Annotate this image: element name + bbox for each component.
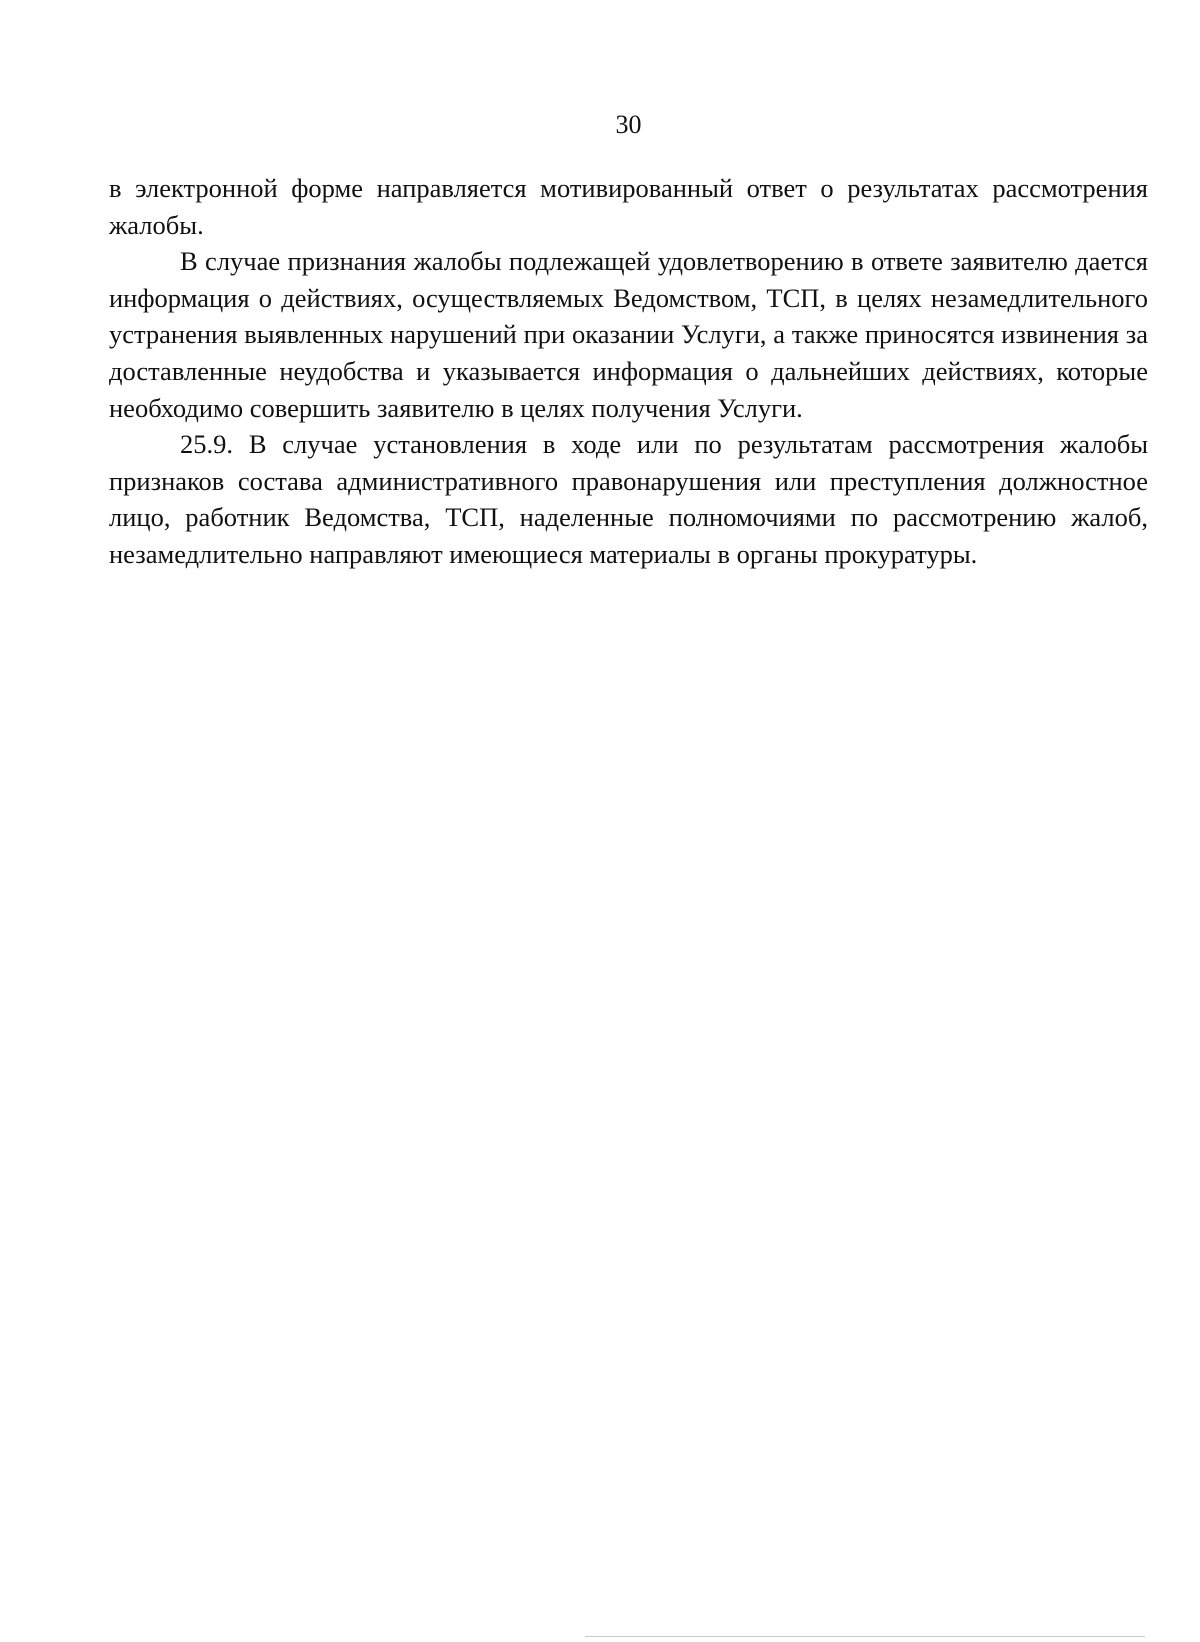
- page-number: 30: [615, 110, 642, 139]
- paragraph-complaint-satisfied: В случае признания жалобы подлежащей удовлетворению в ответе заявителю дается информация о действиях, осуществляемых Ведомством, ТСП, в целях незамедлительного устранения выявленных нарушений при оказании Услуги, а также приносятся извинения за доставленные неудобства и указывается информация о дальнейших действиях, которые необходимо совершить заявителю в целях получения Услуги.: [109, 246, 1148, 423]
- document-body: [109, 170, 1148, 573]
- paragraph-continuation: в электронной форме направляется мотивированный ответ о результатах рассмотрения жалобы.: [109, 173, 1148, 240]
- scan-edge-line: [585, 1636, 1145, 1637]
- paragraph-25-9: 25.9. В случае установления в ходе или по результатам рассмотрения жалобы признаков состава административного правонарушения или преступления должностное лицо, работник Ведомства, ТСП, наделенные полномочиями по рассмотрению жалоб, незамедлительно направляют имеющиеся материалы в органы прокуратуры.: [109, 429, 1148, 569]
